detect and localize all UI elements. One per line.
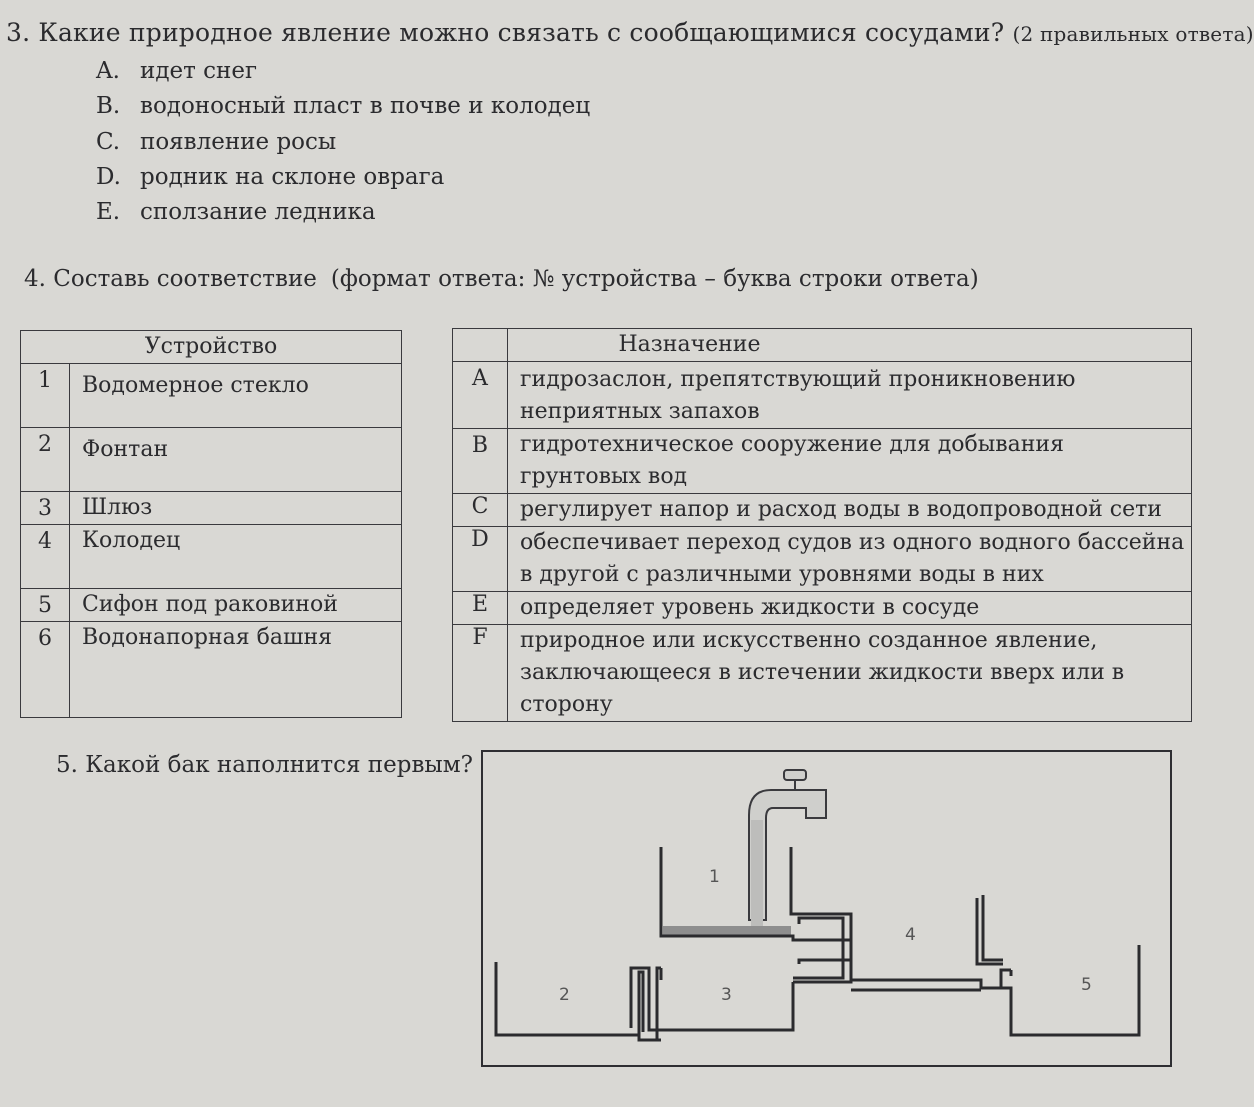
table-row bbox=[453, 362, 1192, 429]
device-name: Фонтан bbox=[70, 428, 402, 492]
question-4-title bbox=[24, 266, 979, 292]
device-name: Шлюз bbox=[70, 492, 402, 525]
device-num: 4 bbox=[21, 525, 70, 589]
purpose-text: природное или искусственно созданное явление, заключающееся в истечении жидкости вверх или в сторону bbox=[508, 625, 1192, 722]
tank-4-label: 4 bbox=[905, 925, 916, 945]
device-num: 3 bbox=[21, 492, 70, 525]
purpose-letter: A bbox=[453, 362, 508, 429]
tank-1-label: 1 bbox=[709, 867, 720, 887]
purpose-letter: C bbox=[453, 494, 508, 527]
devices-table bbox=[20, 330, 402, 718]
tank-3-label: 3 bbox=[721, 985, 732, 1005]
purpose-text: регулирует напор и расход воды в водопроводной сети bbox=[508, 494, 1192, 527]
question-4-format: (формат ответа: № устройства – буква строки ответа) bbox=[330, 266, 979, 292]
table-row bbox=[21, 492, 402, 525]
question-3-title bbox=[6, 18, 1254, 47]
table-row bbox=[21, 589, 402, 622]
device-name: Сифон под раковиной bbox=[70, 589, 402, 622]
q3-option-c: C. появление росы bbox=[96, 129, 337, 155]
purpose-text: гидротехническое сооружение для добывания грунтовых вод bbox=[508, 429, 1192, 494]
table-row bbox=[453, 592, 1192, 625]
device-name: Водомерное стекло bbox=[70, 364, 402, 428]
purpose-text: гидрозаслон, препятствующий проникновению неприятных запахов bbox=[508, 362, 1192, 429]
purpose-letter: B bbox=[453, 429, 508, 494]
pipe-network bbox=[496, 847, 1139, 1040]
purposes-header: Назначение bbox=[508, 329, 1192, 362]
devices-header: Устройство bbox=[21, 331, 402, 364]
purpose-letter: F bbox=[453, 625, 508, 722]
device-name: Колодец bbox=[70, 525, 402, 589]
tank-5-label: 5 bbox=[1081, 975, 1092, 995]
question-4-text: 4. Составь соответствие bbox=[24, 266, 317, 292]
q3-option-d: D. родник на склоне оврага bbox=[96, 164, 445, 190]
tanks-diagram bbox=[481, 750, 1172, 1067]
purposes-table bbox=[452, 328, 1192, 722]
device-num: 1 bbox=[21, 364, 70, 428]
table-row bbox=[453, 625, 1192, 722]
q3-option-a: A. идет снег bbox=[96, 58, 258, 84]
q3-option-b: B. водоносный пласт в почве и колодец bbox=[96, 93, 591, 119]
purpose-text: определяет уровень жидкости в сосуде bbox=[508, 592, 1192, 625]
table-row bbox=[21, 525, 402, 589]
question-3-note: (2 правильных ответа) bbox=[1012, 22, 1254, 46]
device-name: Водонапорная башня bbox=[70, 622, 402, 718]
device-num: 5 bbox=[21, 589, 70, 622]
device-num: 6 bbox=[21, 622, 70, 718]
table-row bbox=[453, 429, 1192, 494]
purpose-letter: D bbox=[453, 527, 508, 592]
table-row bbox=[21, 428, 402, 492]
table-row bbox=[21, 364, 402, 428]
table-row bbox=[453, 527, 1192, 592]
tank-2-label: 2 bbox=[559, 985, 570, 1005]
question-5-title: 5. Какой бак наполнится первым? bbox=[56, 752, 473, 778]
question-3-text: 3. Какие природное явление можно связать с сообщающимися сосудами? bbox=[6, 18, 1005, 47]
purpose-text: обеспечивает переход судов из одного водного бассейна в другой с различными уровнями воды в них bbox=[508, 527, 1192, 592]
device-num: 2 bbox=[21, 428, 70, 492]
purpose-letter: E bbox=[453, 592, 508, 625]
q3-option-e: E. сползание ледника bbox=[96, 199, 376, 225]
table-row bbox=[453, 494, 1192, 527]
table-row bbox=[21, 622, 402, 718]
water-stream bbox=[751, 820, 763, 928]
